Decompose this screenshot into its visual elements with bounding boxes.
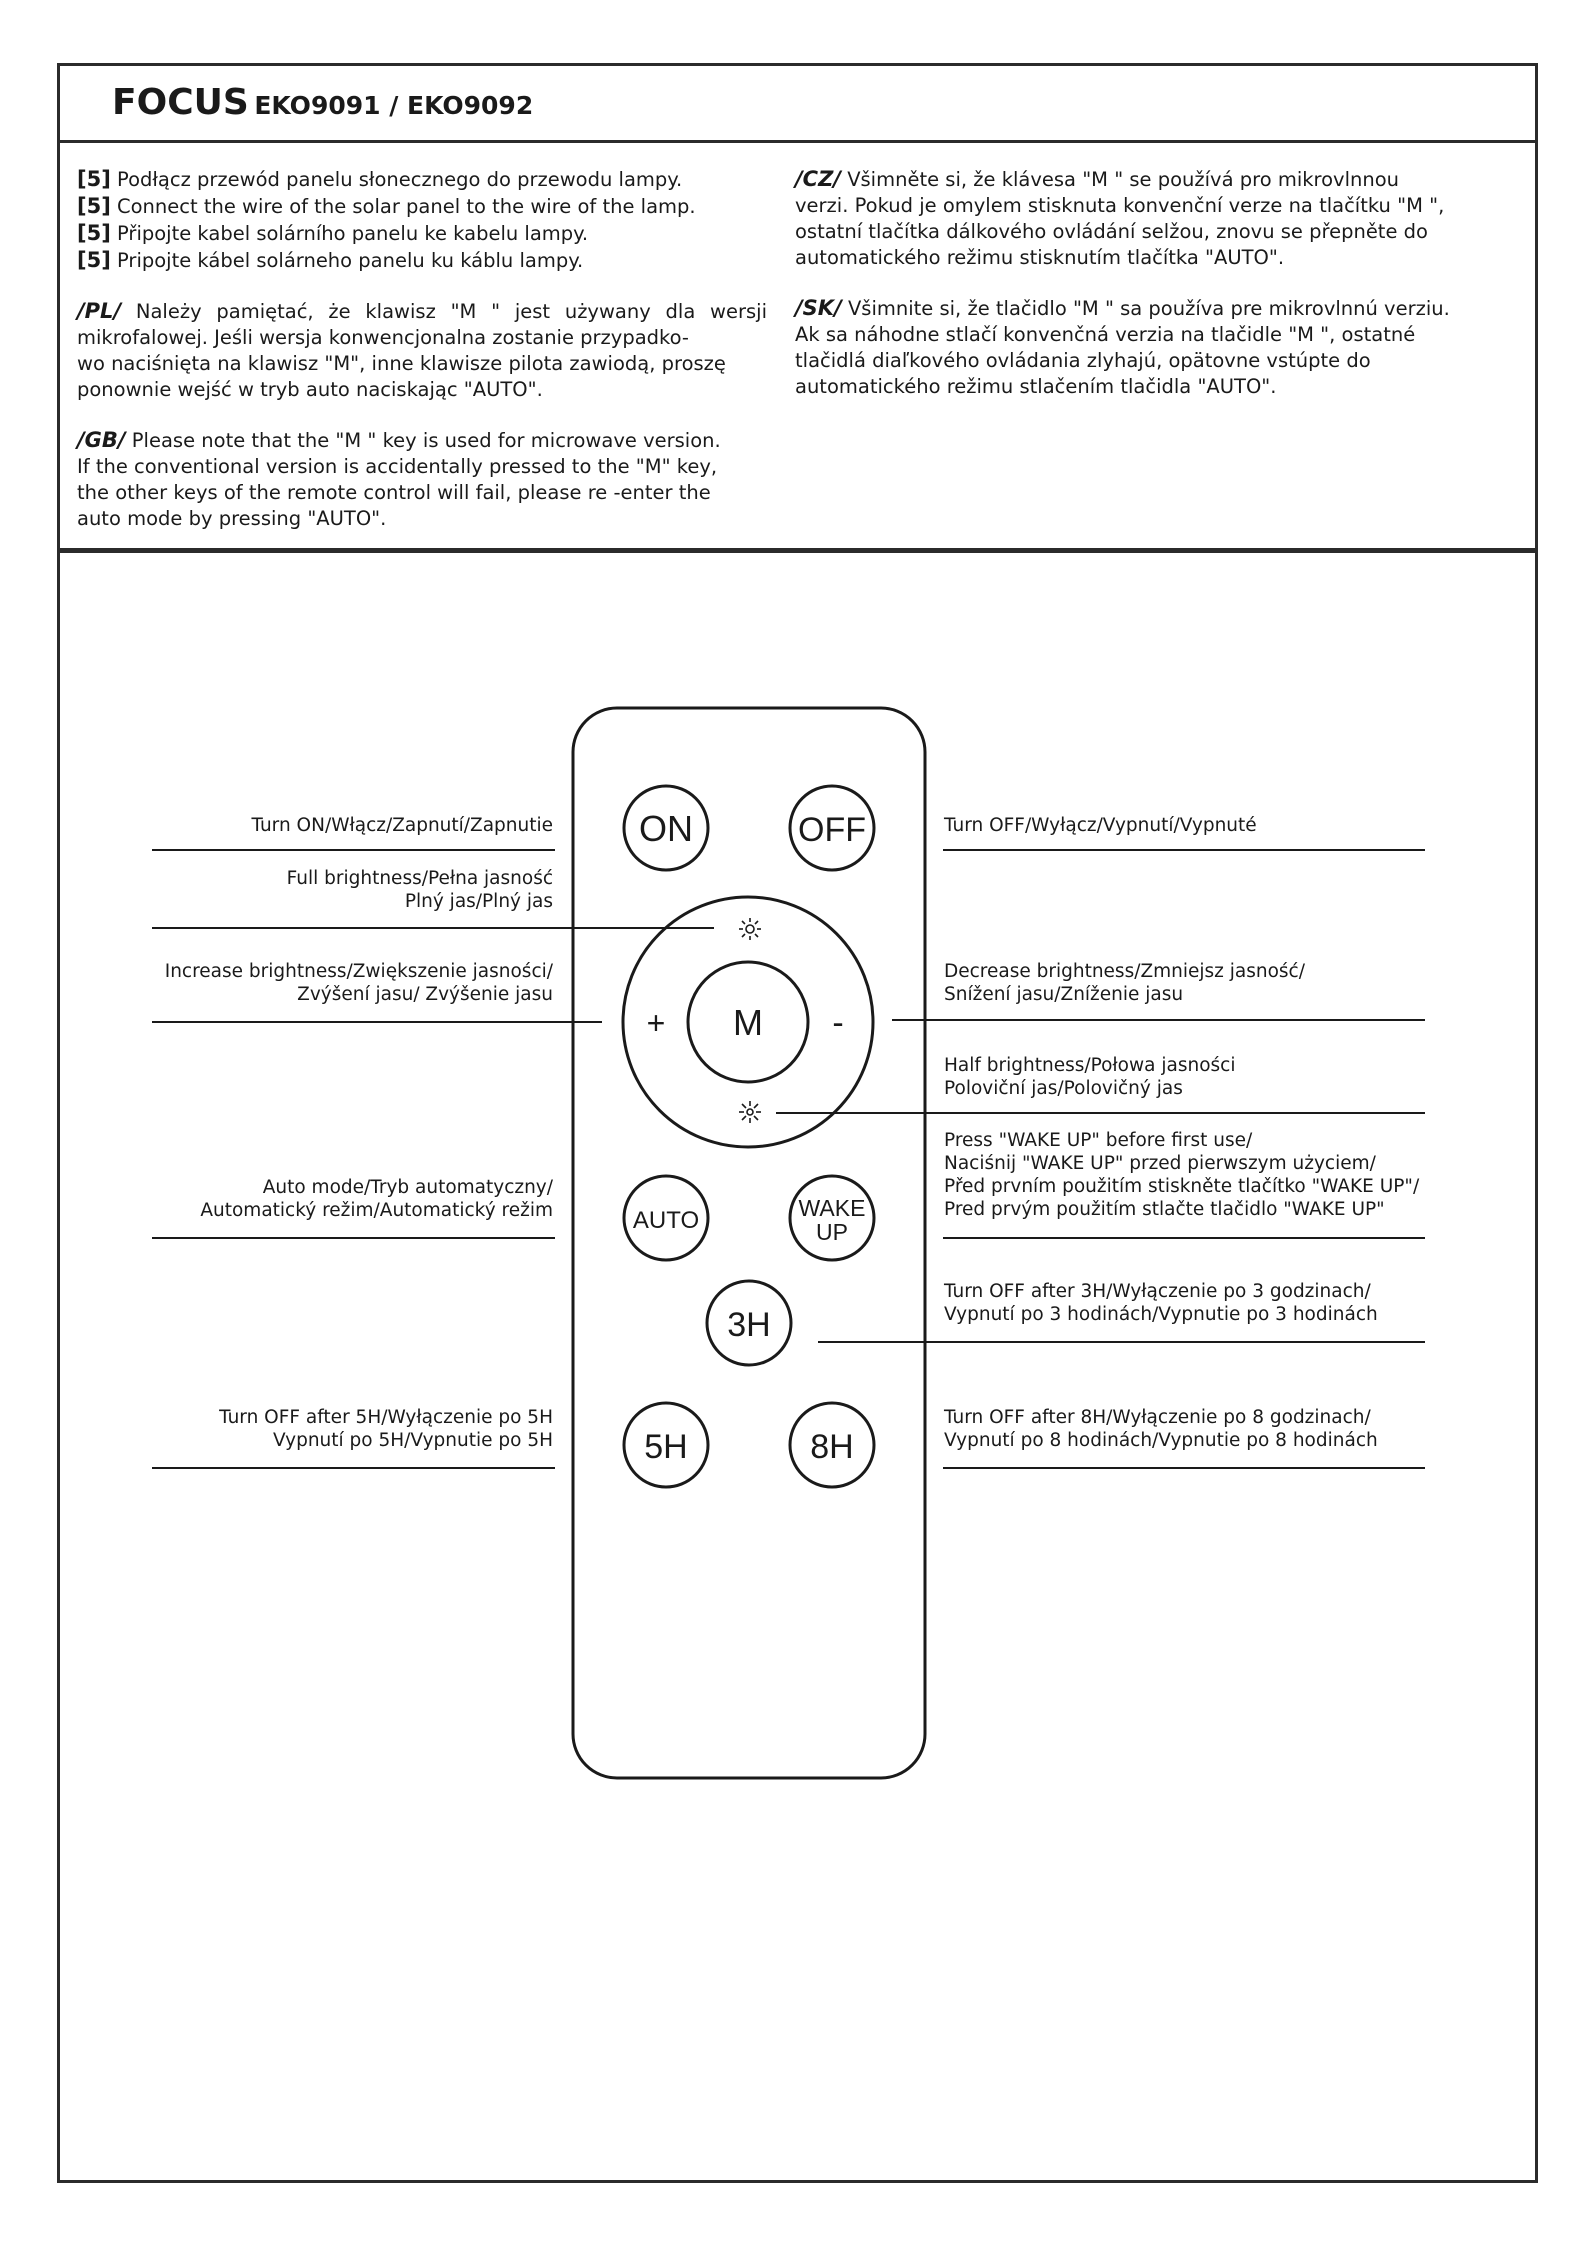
callout-full-brightness-line-2: Plný jas/Plný jas: [404, 891, 553, 912]
note-cz-line-4: automatického režimu stisknutím tlačítka "AUTO".: [795, 246, 1285, 269]
off-5h-button-label: 5H: [644, 1428, 688, 1466]
half-sun-icon[interactable]: [739, 1101, 761, 1123]
off-8h-button[interactable]: [790, 1403, 874, 1487]
callout-8h-line-1: Turn OFF after 8H/Wyłączenie po 8 godzinach/: [944, 1407, 1371, 1428]
note-gb-line-2: If the conventional version is accidentally pressed to the "M" key,: [77, 455, 718, 478]
callout-half-brightness-line-1: Half brightness/Połowa jasności: [944, 1055, 1236, 1076]
callout-increase-line-2: Zvýšení jasu/ Zvýšenie jasu: [297, 984, 553, 1005]
brand-name: FOCUS: [112, 82, 249, 123]
callout-off-8h: [944, 1406, 1378, 1452]
note-sk-text-1: Všimnite si, že tlačidlo "M " sa používa pre mikrovlnnú verziu.: [847, 297, 1450, 320]
wake-up-label-line-2: UP: [816, 1219, 848, 1245]
off-button-label: OFF: [798, 811, 866, 849]
callout-half-brightness: [944, 1054, 1235, 1100]
step-number: [5]: [77, 167, 111, 191]
callout-turn-off-line-1: Turn OFF/Wyłącz/Vypnutí/Vypnuté: [944, 815, 1257, 836]
step-text: Connect the wire of the solar panel to the wire of the lamp.: [117, 195, 696, 218]
callout-5h-line-2: Vypnutí po 5H/Vypnutie po 5H: [272, 1430, 553, 1451]
model-numbers: EKO9091 / EKO9092: [254, 91, 534, 120]
callout-wake-up-line-1: Press "WAKE UP" before first use/: [944, 1130, 1253, 1151]
step-number: [5]: [77, 221, 111, 245]
note-pl-text-3: ponownie wejść w tryb auto naciskając "AUTO".: [77, 378, 543, 401]
step-text: Pripojte kábel solárneho panelu ku káblu lampy.: [117, 249, 584, 272]
callout-wake-up-line-2: Naciśnij "WAKE UP" przed pierwszym użyciem/: [944, 1153, 1376, 1174]
language-tag-sk: /SK/: [795, 296, 842, 320]
wake-up-label-line-1: WAKE: [798, 1195, 866, 1221]
callout-3h-line-1: Turn OFF after 3H/Wyłączenie po 3 godzinach/: [944, 1281, 1371, 1302]
callout-off-5h: [219, 1406, 553, 1452]
m-button[interactable]: [688, 962, 808, 1082]
sun-icon[interactable]: [739, 918, 761, 940]
step-number: [5]: [77, 194, 111, 218]
callout-turn-off: [944, 814, 1257, 837]
decrease-brightness-button[interactable]: -: [832, 1004, 844, 1042]
note-cz-line-3: ostatní tlačítka dálkového ovládání selžou, znovu se přepněte do: [795, 220, 1428, 243]
callout-decrease-brightness: [944, 960, 1305, 1006]
off-5h-button[interactable]: [624, 1403, 708, 1487]
increase-brightness-button[interactable]: +: [646, 1005, 666, 1041]
callout-turn-on: [251, 814, 553, 837]
note-gb-line-3: the other keys of the remote control will fail, please re -enter the: [77, 481, 711, 504]
auto-button-label: AUTO: [632, 1207, 700, 1234]
remote-body: [573, 708, 925, 1778]
callout-decrease-line-1: Decrease brightness/Zmniejsz jasność/: [944, 961, 1305, 982]
off-3h-button[interactable]: [707, 1281, 791, 1365]
off-8h-button-label: 8H: [810, 1428, 854, 1466]
off-3h-button-label: 3H: [727, 1306, 771, 1344]
language-tag-gb: /GB/: [77, 428, 126, 452]
callout-decrease-line-2: Snížení jasu/Zníženie jasu: [944, 984, 1184, 1005]
callout-5h-line-1: Turn OFF after 5H/Wyłączenie po 5H: [219, 1407, 553, 1428]
callout-auto-line-2: Automatický režim/Automatický režim: [200, 1200, 553, 1221]
auto-button[interactable]: [624, 1176, 708, 1260]
callout-turn-on-line-1: Turn ON/Włącz/Zapnutí/Zapnutie: [251, 815, 553, 836]
callout-8h-line-2: Vypnutí po 8 hodinách/Vypnutie po 8 hodinách: [944, 1430, 1378, 1451]
note-pl-text: Należy pamiętać, że klawisz "M " jest używany dla wersji mikrofalowej. Jeśli wersja konwencjonalna zostanie przypadko-: [77, 300, 767, 349]
callout-wake-up: [944, 1129, 1419, 1221]
language-tag-pl: /PL/: [77, 299, 122, 323]
note-gb-line-4: auto mode by pressing "AUTO".: [77, 507, 387, 530]
wake-up-button[interactable]: [790, 1176, 874, 1260]
on-button[interactable]: [624, 786, 708, 870]
off-button[interactable]: [790, 786, 874, 870]
callout-half-brightness-line-2: Poloviční jas/Polovičný jas: [944, 1078, 1183, 1099]
note-gb-text-1: Please note that the "M " key is used for microwave version.: [131, 429, 721, 452]
note-cz-line-2: verzi. Pokud je omylem stisknuta konvenční verze na tlačítku "M ",: [795, 194, 1445, 217]
note-sk-line-3: tlačidlá diaľkového ovládania zlyhajú, opätovne vstúpte do: [795, 349, 1371, 372]
callout-full-brightness: [287, 867, 553, 913]
callout-wake-up-line-3: Před prvním použitím stiskněte tlačítko "WAKE UP"/: [944, 1176, 1420, 1197]
callout-auto-mode: [200, 1176, 553, 1222]
callout-3h-line-2: Vypnutí po 3 hodinách/Vypnutie po 3 hodinách: [944, 1304, 1378, 1325]
note-sk-line-4: automatického režimu stlačením tlačidla "AUTO".: [795, 375, 1277, 398]
callout-auto-line-1: Auto mode/Tryb automatyczny/: [262, 1177, 553, 1198]
callout-wake-up-line-4: Pred prvým použitím stlačte tlačidlo "WAKE UP": [944, 1199, 1385, 1220]
note-pl-text-2: wo naciśnięta na klawisz "M", inne klawisze pilota zawiodą, proszę: [77, 352, 726, 375]
step-text: Připojte kabel solárního panelu ke kabelu lampy.: [117, 222, 589, 245]
m-button-label: M: [733, 1002, 763, 1043]
language-tag-cz: /CZ/: [795, 167, 841, 191]
callout-full-brightness-line-1: Full brightness/Pełna jasność: [286, 868, 553, 889]
step-number: [5]: [77, 248, 111, 272]
callout-increase-line-1: Increase brightness/Zwiększenie jasności/: [164, 961, 553, 982]
note-sk-line-2: Ak sa náhodne stlačí konvenčná verzia na tlačidle "M ", ostatné: [795, 323, 1416, 346]
step-text: Podłącz przewód panelu słonecznego do przewodu lampy.: [117, 168, 683, 191]
note-cz-text-1: Všimněte si, že klávesa "M " se používá pro mikrovlnnou: [847, 168, 1400, 191]
callout-off-3h: [944, 1280, 1378, 1326]
on-button-label: ON: [639, 808, 693, 849]
callout-increase-brightness: [165, 960, 553, 1006]
